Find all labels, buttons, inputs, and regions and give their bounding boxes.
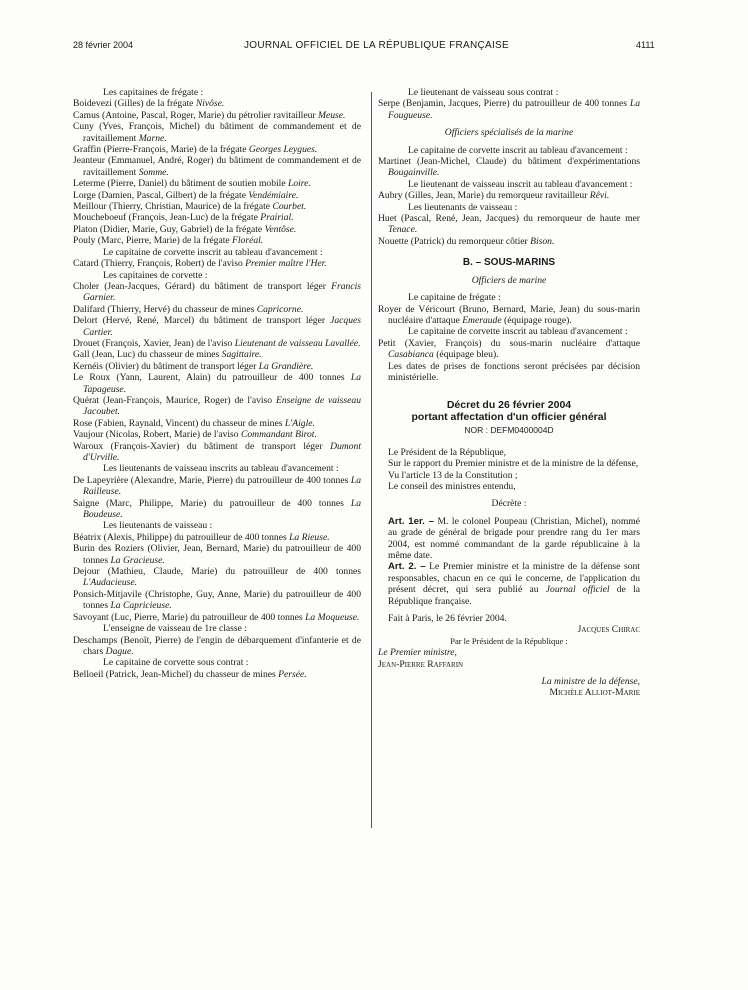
appointment-entry: Ponsich-Mitjavile (Christophe, Guy, Anne, Marie) du patrouilleur de 400 tonnes La Capricieuse. bbox=[73, 588, 361, 612]
appointment-entry: Gall (Jean, Luc) du chasseur de mines Sagittaire. bbox=[73, 349, 262, 361]
appointment-entry: Waroux (François-Xavier) du bâtiment de transport léger Dumont d'Urville. bbox=[73, 440, 361, 463]
appointment-entry: Camus (Antoine, Pascal, Roger, Marie) du pétrolier ravitailleur Meuse. bbox=[73, 109, 346, 121]
appointment-entry: Savoyant (Luc, Pierre, Marie) du patrouilleur de 400 tonnes La Moqueuse. bbox=[73, 611, 360, 623]
appointment-entry: Drouet (François, Xavier, Jean) de l'aviso Lieutenant de vaisseau Lavallée. bbox=[73, 337, 361, 349]
appointment-entry: Delort (Hervé, René, Marcel) du bâtiment de transport léger Jacques Cartier. bbox=[73, 315, 361, 338]
decree-decrete: Décrète : bbox=[491, 498, 527, 510]
rank-heading: Les lieutenants de vaisseau inscrits au tableau d'avancement : bbox=[103, 463, 339, 475]
left-column bbox=[73, 87, 361, 680]
appointment-entry: Jeanteur (Emmanuel, André, Roger) du bâtiment de commandement et de ravitaillement Somme. bbox=[73, 155, 361, 178]
minister-title: La ministre de la défense, bbox=[541, 676, 640, 688]
pm-name: Jean-Pierre Raffarin bbox=[378, 658, 464, 670]
closing-note: Les dates de prises de fonctions seront précisées par décision ministérielle. bbox=[388, 360, 640, 383]
subsection-title: Officiers de marine bbox=[471, 274, 547, 286]
appointment-entry: Belloeil (Patrick, Jean-Michel) du chasseur de mines Persée. bbox=[73, 668, 307, 680]
decree-title: Décret du 26 février 2004 bbox=[446, 399, 572, 412]
appointment-entry: Lorge (Damien, Pascal, Gilbert) de la frégate Vendémiaire. bbox=[73, 189, 299, 201]
appointment-entry: Huet (Pascal, René, Jean, Jacques) du remorqueur de haute mer Tenace. bbox=[378, 213, 640, 236]
appointment-entry: Martinet (Jean-Michel, Claude) du bâtiment d'expérimentations Bougainville. bbox=[378, 156, 640, 179]
by-president: Par le Président de la République : bbox=[450, 635, 568, 646]
signatory-president: Jacques Chirac bbox=[577, 624, 640, 636]
appointment-entry: Nouette (Patrick) du remorqueur côtier Bison. bbox=[378, 235, 555, 247]
rank-heading: Le capitaine de corvette inscrit au tableau d'avancement : bbox=[103, 246, 323, 258]
decree-article-1: Art. 1er. – M. le colonel Poupeau (Christian, Michel), nommé au grade de général de brigade pour prendre rang du 1er mars 2004, est nommé commandant de la garde républicaine à la même date. bbox=[388, 515, 641, 561]
decree-subtitle: portant affectation d'un officier général bbox=[411, 411, 607, 424]
appointment-entry: Pouly (Marc, Pierre, Marie) de la frégate Floréal. bbox=[73, 235, 264, 247]
nor-reference: NOR : DEFM0400004D bbox=[464, 425, 554, 436]
decree-preamble: Sur le rapport du Premier ministre et de la ministre de la défense, bbox=[388, 458, 639, 470]
appointment-entry: Le Roux (Yann, Laurent, Alain) du patrouilleur de 400 tonnes La Tapageuse. bbox=[73, 372, 361, 395]
page-header bbox=[0, 0, 748, 60]
rank-heading: Le lieutenant de vaisseau inscrit au tableau d'avancement : bbox=[408, 178, 633, 190]
appointment-entry: Vaujour (Nicolas, Robert, Marie) de l'aviso Commandant Birot. bbox=[73, 429, 317, 441]
rank-heading: Les capitaines de corvette : bbox=[103, 269, 208, 281]
decree-preamble: Le conseil des ministres entendu, bbox=[388, 480, 516, 492]
page-number: 4111 bbox=[636, 40, 655, 50]
decree-preamble: Vu l'article 13 de la Constitution ; bbox=[388, 469, 518, 481]
rank-heading: Les lieutenants de vaisseau : bbox=[408, 201, 518, 213]
appointment-entry: Meillour (Thierry, Christian, Maurice) de la frégate Courbet. bbox=[73, 201, 307, 213]
appointment-entry: Dalifard (Thierry, Hervé) du chasseur de mines Capricorne. bbox=[73, 303, 304, 315]
appointment-entry: Dejour (Mathieu, Claude, Marie) du patrouilleur de 400 tonnes L'Audacieuse. bbox=[73, 566, 361, 589]
decree-article-2: Art. 2. – Le Premier ministre et la ministre de la défense sont responsables, chacun en ce qui le concerne, de l'application du présent décret, qui sera publié au Journal officiel de la République française. bbox=[388, 561, 640, 607]
appointment-entry: Quérat (Jean-François, Maurice, Roger) de l'aviso Enseigne de vaisseau Jacoubet. bbox=[73, 394, 361, 418]
appointment-entry: Petit (Xavier, François) du sous-marin nucléaire d'attaque Casabianca (équipage bleu). bbox=[378, 337, 640, 361]
appointment-entry: Serpe (Benjamin, Jacques, Pierre) du patrouilleur de 400 tonnes La Fougueuse. bbox=[378, 98, 640, 121]
rank-heading: Le lieutenant de vaisseau sous contrat : bbox=[408, 87, 559, 98]
appointment-entry: Deschamps (Benoît, Pierre) de l'engin de débarquement d'infanterie et de chars Dague. bbox=[73, 634, 361, 657]
appointment-entry: Aubry (Gilles, Jean, Marie) du remorqueur ravitailleur Rêvi. bbox=[378, 190, 610, 202]
appointment-entry: Graffin (Pierre-François, Marie) de la frégate Georges Leygues. bbox=[73, 144, 318, 156]
rank-heading: Le capitaine de corvette sous contrat : bbox=[103, 657, 249, 669]
appointment-entry: Moucheboeuf (François, Jean-Luc) de la frégate Prairial. bbox=[73, 212, 294, 224]
appointment-entry: Béatrix (Alexis, Philippe) du patrouilleur de 400 tonnes La Rieuse. bbox=[73, 531, 330, 543]
rank-heading: Le capitaine de frégate : bbox=[408, 292, 501, 304]
decree-date: Fait à Paris, le 26 février 2004. bbox=[388, 613, 507, 625]
minister-name: Michèle Alliot-Marie bbox=[549, 687, 640, 699]
decree-preamble: Le Président de la République, bbox=[388, 446, 507, 458]
appointment-entry: Cuny (Yves, François, Michel) du bâtiment de commandement et de ravitaillement Marne. bbox=[73, 121, 361, 144]
pm-title: Le Premier ministre, bbox=[378, 647, 457, 659]
appointment-entry: Saigne (Marc, Philippe, Marie) du patrouilleur de 400 tonnes La Boudeuse. bbox=[73, 497, 361, 521]
column-divider bbox=[371, 92, 372, 828]
appointment-entry: Kernéis (Olivier) du bâtiment de transport léger La Grandière. bbox=[73, 360, 314, 372]
rank-heading: L'enseigne de vaisseau de 1re classe : bbox=[103, 623, 247, 635]
rank-heading: Le capitaine de corvette inscrit au tableau d'avancement : bbox=[408, 326, 628, 338]
appointment-entry: Burin des Roziers (Olivier, Jean, Bernard, Marie) du patrouilleur de 400 tonnes La Gracieuse. bbox=[73, 543, 361, 566]
right-column bbox=[378, 87, 640, 699]
rank-heading: Les capitaines de frégate : bbox=[103, 87, 204, 98]
appointment-entry: Leterme (Pierre, Daniel) du bâtiment de soutien mobile Loire. bbox=[73, 178, 311, 190]
rank-heading: Le capitaine de corvette inscrit au tableau d'avancement : bbox=[408, 144, 628, 156]
appointment-entry: Catard (Thierry, François, Robert) de l'aviso Premier maître l'Her. bbox=[73, 258, 327, 270]
header-date: 28 février 2004 bbox=[73, 40, 134, 50]
header-title: JOURNAL OFFICIEL DE LA RÉPUBLIQUE FRANÇAISE bbox=[244, 40, 509, 51]
appointment-entry: Platon (Didier, Marie, Guy, Gabriel) de la frégate Ventôse. bbox=[73, 223, 297, 235]
appointment-entry: De Lapeyrière (Alexandre, Marie, Pierre) du patrouilleur de 400 tonnes La Railleuse. bbox=[73, 474, 361, 498]
appointment-entry: Choler (Jean-Jacques, Gérard) du bâtiment de transport léger Francis Garnier. bbox=[73, 280, 361, 304]
appointment-entry: Boidevezi (Gilles) de la frégate Nivôse. bbox=[73, 98, 225, 110]
subsection-title: Officiers spécialisés de la marine bbox=[444, 127, 574, 139]
appointment-entry: Royer de Véricourt (Bruno, Bernard, Marie, Jean) du sous-marin nucléaire d'attaque Emeraude (équipage rouge). bbox=[378, 303, 640, 326]
section-title: B. – SOUS-MARINS bbox=[462, 257, 556, 269]
rank-heading: Les lieutenants de vaisseau : bbox=[103, 520, 213, 532]
appointment-entry: Rose (Fabien, Raynald, Vincent) du chasseur de mines L'Aigle. bbox=[73, 417, 315, 429]
